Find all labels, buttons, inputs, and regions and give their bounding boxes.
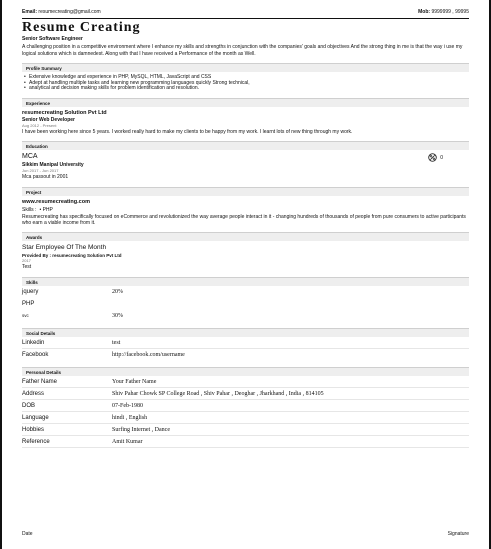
list-item: • analytical and decision making skills for problem identification and resolution. xyxy=(24,86,469,92)
personal-row xyxy=(22,379,469,388)
project-description: Resumecreating has specifically focused on eCommerce and revolutionized the way average people interact in it - changing hundreds of thousands of people from pure consumers to active participants who earn a viable income from it. xyxy=(22,213,466,227)
profile-summary-list xyxy=(22,75,469,92)
project-skills xyxy=(22,207,469,213)
personal-name: DOB xyxy=(22,402,36,409)
header-divider xyxy=(22,18,469,19)
skill-name: PHP xyxy=(22,300,35,307)
award-title: Star Employee Of The Month xyxy=(22,244,107,252)
skill-row xyxy=(22,301,469,310)
education-entry xyxy=(22,150,469,173)
personal-value: 07-Feb-1980 xyxy=(112,402,143,409)
section-heading-profile-summary: Profile Summary xyxy=(22,63,469,72)
social-value: test xyxy=(112,339,121,346)
contact-bar xyxy=(22,9,469,16)
job-title: Senior Software Engineer xyxy=(22,36,83,42)
personal-row xyxy=(22,439,469,448)
skill-row xyxy=(22,289,469,298)
skill-name: svc xyxy=(22,312,29,318)
list-item: • Extensive knowledge and experience in PHP, MySQL, HTML, JavaScript and CSS xyxy=(24,75,469,81)
candidate-name: Resume Creating xyxy=(22,20,141,35)
social-name: Facebook xyxy=(22,351,49,358)
project-skills-label: Skills : xyxy=(22,206,37,213)
experience-role: Senior Web Developer xyxy=(22,116,75,123)
email-value: resumecreating@gmail.com xyxy=(38,9,101,15)
percentage-value: 0 xyxy=(440,154,443,161)
education-dates: Jun 2017 - Jun 2017 xyxy=(22,168,59,174)
personal-name: Reference xyxy=(22,438,50,445)
personal-value: Amit Kumar xyxy=(112,438,143,445)
mobile-label: Mob: xyxy=(418,9,431,15)
email-block xyxy=(22,9,101,16)
social-row xyxy=(22,352,469,361)
left-edge xyxy=(0,0,2,549)
personal-name: Address xyxy=(22,390,45,397)
education-note: Mca passout in 2001 xyxy=(22,174,69,181)
percent-icon xyxy=(428,153,437,162)
project-name: www.resumecreating.com xyxy=(22,198,90,205)
mobile-value: 9999999 , 99995 xyxy=(431,9,469,15)
list-item: • Adept at handling multiple tasks and learning new programming languages quickly Strong technical, xyxy=(24,81,469,87)
signature-footer xyxy=(22,531,469,537)
skill-level: 30% xyxy=(112,312,123,319)
personal-name: Hobbies xyxy=(22,426,45,433)
social-row xyxy=(22,340,469,349)
objective-text: A challenging position in a competitive environment where I enhance my skills and strengths in conjunction with the companies' goals and objectives And the strong thing in me is that the way i use my logical solutions which is damnedest. Along with that I have received a Performance of the month as Well. xyxy=(22,44,463,57)
section-heading-education: Education xyxy=(22,141,469,150)
skill-row xyxy=(22,313,469,322)
skill-name: jquery xyxy=(22,288,39,295)
section-heading-awards: Awards xyxy=(22,232,469,241)
personal-name: Language xyxy=(22,414,49,421)
social-value: http://facebook.com/username xyxy=(112,351,185,358)
experience-company: resumecreating Solution Pvt Ltd xyxy=(22,110,107,117)
mobile-block xyxy=(418,9,469,16)
personal-value: Surfing Internet , Dance xyxy=(112,426,170,433)
experience-description: I have been working here since 5 years. I worked really hard to make my clients to be happy from my work. I learnt lots of new thing through my work. xyxy=(22,129,353,136)
education-percentage xyxy=(428,153,443,162)
section-heading-personal: Personal Details xyxy=(22,367,469,376)
award-year: 2017 xyxy=(22,258,31,264)
experience-dates: Aug 2012 - Present xyxy=(22,123,57,129)
personal-row xyxy=(22,403,469,412)
email-label: Email: xyxy=(22,9,38,15)
date-label: Date xyxy=(22,530,33,537)
award-provider: Provided By : resumecreating Solution Pvt Ltd xyxy=(22,252,122,258)
section-heading-skills: Skills xyxy=(22,277,469,286)
personal-value: Your Father Name xyxy=(112,378,157,385)
education-degree: MCA xyxy=(22,153,38,161)
personal-value: Shiv Pahar Chowk SP College Road , Shiv Pahar , Deoghar , Jharkhand , India , 814105 xyxy=(112,390,324,397)
section-heading-experience: Experience xyxy=(22,98,469,107)
personal-row xyxy=(22,427,469,436)
personal-name: Father Name xyxy=(22,378,58,385)
personal-row xyxy=(22,415,469,424)
section-heading-social: Social Details xyxy=(22,328,469,337)
bullet-icon: • xyxy=(39,206,43,213)
personal-row xyxy=(22,391,469,400)
education-school: Sikkim Manipal University xyxy=(22,162,84,169)
social-name: Linkedin xyxy=(22,339,45,346)
section-heading-project: Project xyxy=(22,187,469,196)
project-skill-value: PHP xyxy=(42,206,53,213)
award-description: Test xyxy=(22,264,32,271)
signature-label: Signature xyxy=(447,530,469,537)
personal-value: hindi , English xyxy=(112,414,148,421)
skill-level: 20% xyxy=(112,288,123,295)
